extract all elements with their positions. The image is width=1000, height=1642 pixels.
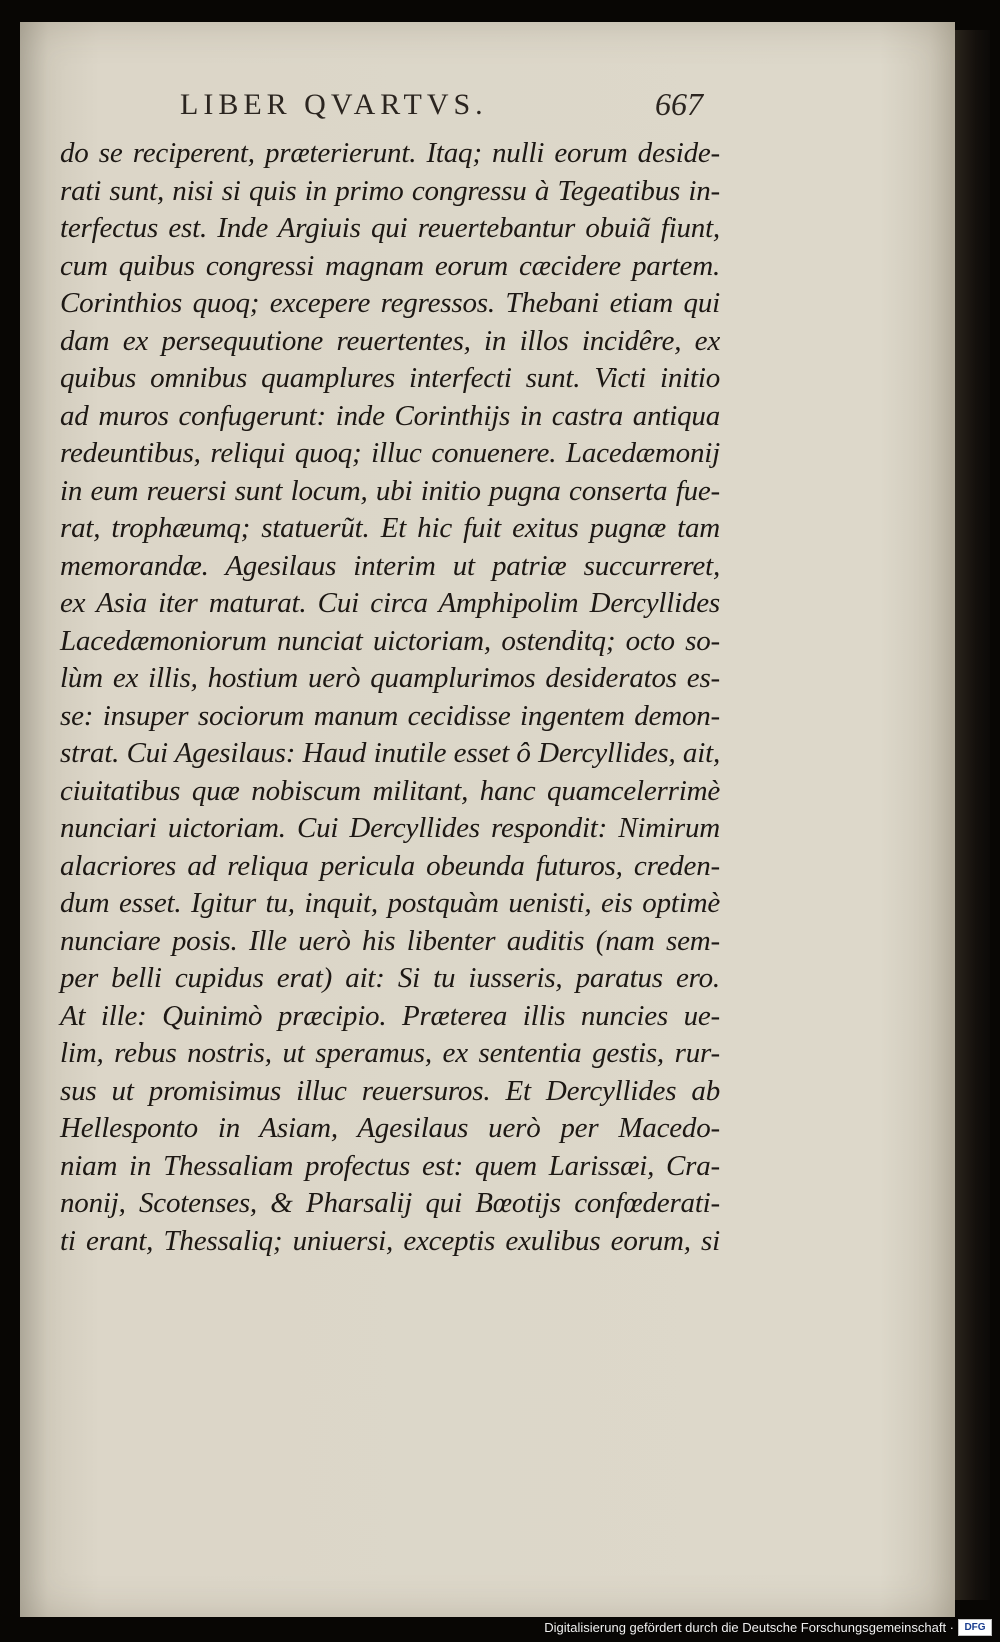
text-line: nunciari uictoriam. Cui Dercyllides respondit: Nimirum <box>60 812 720 844</box>
text-line: alacriores ad reliqua pericula obeunda futuros, creden- <box>60 849 720 882</box>
text-line: lim, rebus nostris, ut speramus, ex sententia gestis, rur- <box>60 1037 720 1069</box>
text-line: Lacedæmoniorum nunciat uictoriam, ostenditq; octo so- <box>60 624 720 657</box>
text-line: sus ut promisimus illuc reuersuros. Et Dercyllides ab <box>60 1074 720 1107</box>
digitization-credit: Digitalisierung gefördert durch die Deutsche Forschungsgemeinschaft · <box>544 1620 954 1635</box>
text-line: lùm ex illis, hostium uerò quamplurimos desideratos es- <box>60 662 720 694</box>
text-line: per belli cupidus erat) ait: Si tu iusseris, paratus ero. <box>60 962 720 994</box>
book-fore-edge <box>955 30 990 1600</box>
text-line: niam in Thessaliam profectus est: quem Larissæi, Cra- <box>60 1149 720 1182</box>
text-line: se: insuper sociorum manum cecidisse ingentem demon- <box>60 699 720 732</box>
page-number: 667 <box>655 86 703 122</box>
text-line: Hellesponto in Asiam, Agesilaus uerò per Macedo- <box>60 1112 720 1144</box>
text-line: ex Asia iter maturat. Cui circa Amphipolim Dercyllides <box>60 587 720 619</box>
text-line: dum esset. Igitur tu, inquit, postquàm uenisti, eis optimè <box>60 887 720 919</box>
text-line: redeuntibus, reliqui quoq; illuc conuenere. Lacedæmonij <box>60 437 720 469</box>
text-line: nonij, Scotenses, & Pharsalij qui Bœotijs confœderati- <box>60 1187 720 1219</box>
text-line: do se reciperent, præterierunt. Itaq; nulli eorum deside- <box>60 137 720 169</box>
dfg-logo: DFG <box>958 1619 992 1636</box>
text-line: ad muros confugerunt: inde Corinthijs in castra antiqua <box>60 399 720 432</box>
text-line: terfectus est. Inde Argiuis qui reuertebantur obuiã fiunt, <box>60 212 720 244</box>
text-line: strat. Cui Agesilaus: Haud inutile esset ô Dercyllides, ait, <box>60 737 720 769</box>
text-line: memorandæ. Agesilaus interim ut patriæ succurreret, <box>60 549 720 582</box>
text-line: rati sunt, nisi si quis in primo congressu à Tegeatibus in- <box>60 174 720 207</box>
text-line: in eum reuersi sunt locum, ubi initio pugna conserta fue- <box>60 474 720 507</box>
text-line: ciuitatibus quæ nobiscum militant, hanc quamcelerrimè <box>60 774 720 807</box>
text-line: nunciare posis. Ille uerò his libenter auditis (nam sem- <box>60 924 720 957</box>
text-line: dam ex persequutione reuertentes, in illos incidêre, ex <box>60 324 720 357</box>
text-line: quibus omnibus quamplures interfecti sunt. Victi initio <box>60 362 720 394</box>
text-line: rat, trophæumq; statuerũt. Et hic fuit exitus pugnæ tam <box>60 512 720 544</box>
text-line: ti erant, Thessaliq; uniuersi, exceptis exulibus eorum, si <box>60 1224 720 1257</box>
text-line: At ille: Quinimò præcipio. Præterea illis nuncies ue- <box>60 999 720 1032</box>
text-line: Corinthios quoq; excepere regressos. Thebani etiam qui <box>60 287 720 319</box>
body-text <box>60 135 720 1260</box>
text-line: cum quibus congressi magnam eorum cæcidere partem. <box>60 249 720 282</box>
running-head: LIBER QVARTVS. <box>180 88 488 121</box>
